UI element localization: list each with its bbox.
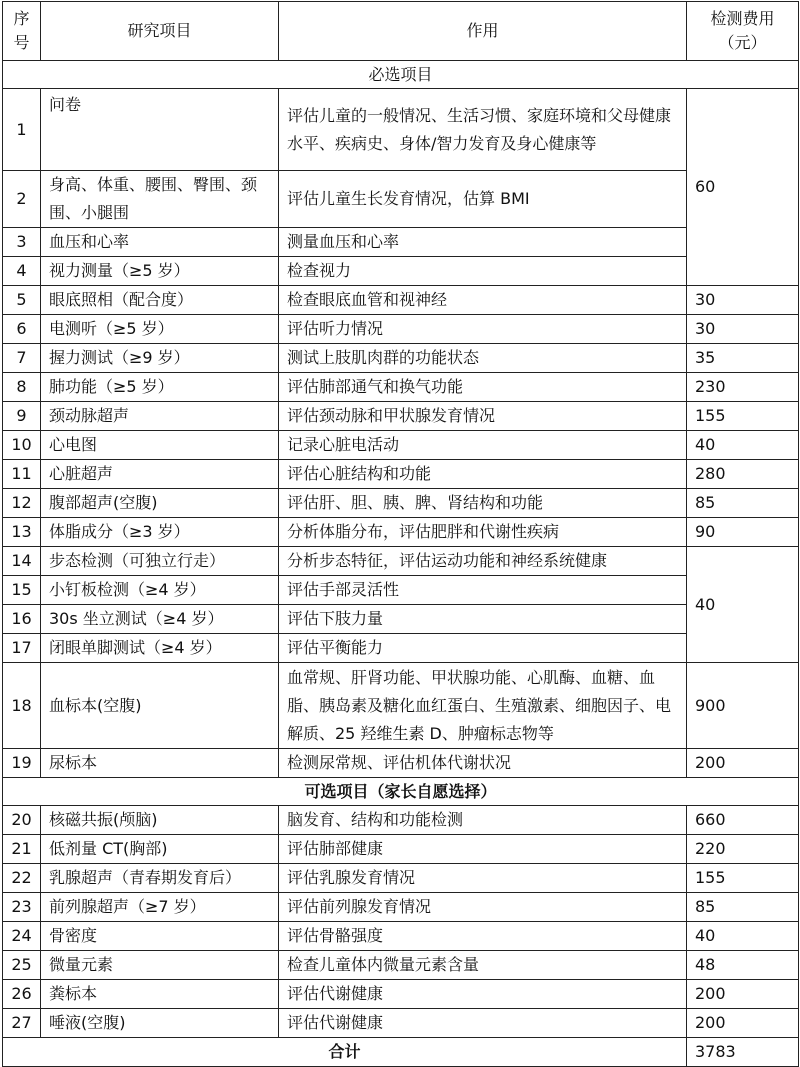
header-item: 研究项目	[41, 2, 279, 61]
required-section-row	[3, 61, 799, 89]
row-purpose: 分析体脂分布，评估肥胖和代谢性疾病	[279, 518, 687, 547]
row-purpose: 评估乳腺发育情况	[279, 864, 687, 893]
row-no: 11	[3, 460, 41, 489]
row-item: 骨密度	[41, 922, 279, 951]
row-no: 3	[3, 228, 41, 257]
row-item: 握力测试（≥9 岁）	[41, 344, 279, 373]
row-no: 1	[3, 89, 41, 171]
row-no: 16	[3, 605, 41, 634]
table-row	[3, 547, 799, 576]
table-row	[3, 489, 799, 518]
optional-section-row	[3, 778, 799, 806]
row-fee: 155	[687, 402, 799, 431]
row-purpose: 检测尿常规、评估机体代谢状况	[279, 749, 687, 778]
row-no: 6	[3, 315, 41, 344]
table-row	[3, 864, 799, 893]
row-purpose: 分析步态特征，评估运动功能和神经系统健康	[279, 547, 687, 576]
row-no: 23	[3, 893, 41, 922]
row-item: 心脏超声	[41, 460, 279, 489]
row-item: 步态检测（可独立行走）	[41, 547, 279, 576]
table-row	[3, 402, 799, 431]
row-fee: 280	[687, 460, 799, 489]
row-purpose: 评估前列腺发育情况	[279, 893, 687, 922]
table-row	[3, 749, 799, 778]
row-item: 肺功能（≥5 岁）	[41, 373, 279, 402]
table-row	[3, 980, 799, 1009]
row-fee: 48	[687, 951, 799, 980]
table-row	[3, 228, 799, 257]
row-purpose: 评估肺部健康	[279, 835, 687, 864]
row-no: 12	[3, 489, 41, 518]
row-no: 26	[3, 980, 41, 1009]
row-fee: 40	[687, 547, 799, 663]
table-row	[3, 257, 799, 286]
row-item: 身高、体重、腰围、臀围、颈围、小腿围	[41, 171, 279, 228]
required-section-label: 必选项目	[3, 61, 799, 89]
table-header-row	[3, 2, 799, 61]
row-item: 前列腺超声（≥7 岁）	[41, 893, 279, 922]
row-purpose: 评估颈动脉和甲状腺发育情况	[279, 402, 687, 431]
row-fee: 35	[687, 344, 799, 373]
row-item: 核磁共振(颅脑)	[41, 806, 279, 835]
row-purpose: 评估平衡能力	[279, 634, 687, 663]
row-no: 2	[3, 171, 41, 228]
table-row	[3, 286, 799, 315]
row-fee: 85	[687, 893, 799, 922]
table-row	[3, 518, 799, 547]
total-row	[3, 1038, 799, 1067]
row-no: 20	[3, 806, 41, 835]
table-row	[3, 1009, 799, 1038]
row-fee: 155	[687, 864, 799, 893]
row-item: 小钉板检测（≥4 岁）	[41, 576, 279, 605]
header-seq: 序号	[3, 2, 41, 61]
row-purpose: 评估代谢健康	[279, 980, 687, 1009]
table-row	[3, 605, 799, 634]
row-no: 8	[3, 373, 41, 402]
row-fee: 200	[687, 980, 799, 1009]
row-no: 22	[3, 864, 41, 893]
row-no: 5	[3, 286, 41, 315]
table-row	[3, 576, 799, 605]
row-purpose: 评估听力情况	[279, 315, 687, 344]
row-purpose: 测试上肢肌肉群的功能状态	[279, 344, 687, 373]
table-row	[3, 835, 799, 864]
row-item: 粪标本	[41, 980, 279, 1009]
row-item: 唾液(空腹)	[41, 1009, 279, 1038]
row-item: 腹部超声(空腹)	[41, 489, 279, 518]
table-row	[3, 171, 799, 228]
table-row	[3, 344, 799, 373]
row-purpose: 记录心脏电活动	[279, 431, 687, 460]
table-row	[3, 806, 799, 835]
row-item: 闭眼单脚测试（≥4 岁）	[41, 634, 279, 663]
row-no: 14	[3, 547, 41, 576]
exam-items-table	[2, 1, 799, 1067]
row-purpose: 检查儿童体内微量元素含量	[279, 951, 687, 980]
row-item: 视力测量（≥5 岁）	[41, 257, 279, 286]
row-purpose: 测量血压和心率	[279, 228, 687, 257]
row-item: 心电图	[41, 431, 279, 460]
row-item: 30s 坐立测试（≥4 岁）	[41, 605, 279, 634]
row-fee: 220	[687, 835, 799, 864]
table-row	[3, 663, 799, 749]
row-fee: 230	[687, 373, 799, 402]
table-row	[3, 922, 799, 951]
row-no: 13	[3, 518, 41, 547]
table-row	[3, 373, 799, 402]
row-purpose: 检查视力	[279, 257, 687, 286]
total-value: 3783	[687, 1038, 799, 1067]
row-item: 低剂量 CT(胸部)	[41, 835, 279, 864]
table-row	[3, 315, 799, 344]
row-fee: 900	[687, 663, 799, 749]
row-purpose: 评估手部灵活性	[279, 576, 687, 605]
row-item: 体脂成分（≥3 岁）	[41, 518, 279, 547]
row-no: 9	[3, 402, 41, 431]
row-purpose: 评估心脏结构和功能	[279, 460, 687, 489]
row-purpose: 评估肺部通气和换气功能	[279, 373, 687, 402]
row-purpose: 评估代谢健康	[279, 1009, 687, 1038]
table-row	[3, 893, 799, 922]
header-fee: 检测费用（元）	[687, 2, 799, 61]
row-no: 10	[3, 431, 41, 460]
row-no: 7	[3, 344, 41, 373]
table-row	[3, 634, 799, 663]
row-item: 电测听（≥5 岁）	[41, 315, 279, 344]
row-fee: 660	[687, 806, 799, 835]
row-no: 17	[3, 634, 41, 663]
row-purpose: 脑发育、结构和功能检测	[279, 806, 687, 835]
row-no: 27	[3, 1009, 41, 1038]
row-fee: 30	[687, 315, 799, 344]
row-item: 血标本(空腹)	[41, 663, 279, 749]
row-purpose: 评估肝、胆、胰、脾、肾结构和功能	[279, 489, 687, 518]
row-fee: 40	[687, 922, 799, 951]
row-purpose: 评估儿童的一般情况、生活习惯、家庭环境和父母健康水平、疾病史、身体/智力发育及身心健康等	[279, 89, 687, 171]
row-item: 乳腺超声（青春期发育后）	[41, 864, 279, 893]
row-fee: 40	[687, 431, 799, 460]
table-row	[3, 951, 799, 980]
row-item: 尿标本	[41, 749, 279, 778]
row-item: 问卷	[41, 89, 279, 171]
row-fee: 200	[687, 1009, 799, 1038]
row-no: 25	[3, 951, 41, 980]
row-fee: 200	[687, 749, 799, 778]
row-fee: 60	[687, 89, 799, 286]
header-purpose: 作用	[279, 2, 687, 61]
total-label: 合计	[3, 1038, 687, 1067]
row-no: 21	[3, 835, 41, 864]
row-no: 15	[3, 576, 41, 605]
row-item: 颈动脉超声	[41, 402, 279, 431]
table-row	[3, 89, 799, 171]
row-purpose: 评估儿童生长发育情况，估算 BMI	[279, 171, 687, 228]
row-item: 血压和心率	[41, 228, 279, 257]
table-row	[3, 431, 799, 460]
table-row	[3, 460, 799, 489]
row-no: 24	[3, 922, 41, 951]
row-fee: 85	[687, 489, 799, 518]
row-fee: 90	[687, 518, 799, 547]
optional-section-label: 可选项目（家长自愿选择）	[3, 778, 799, 806]
row-item: 微量元素	[41, 951, 279, 980]
row-fee: 30	[687, 286, 799, 315]
row-no: 4	[3, 257, 41, 286]
row-purpose: 评估下肢力量	[279, 605, 687, 634]
row-purpose: 血常规、肝肾功能、甲状腺功能、心肌酶、血糖、血脂、胰岛素及糖化血红蛋白、生殖激素、细胞因子、电解质、25 羟维生素 D、肿瘤标志物等	[279, 663, 687, 749]
row-no: 19	[3, 749, 41, 778]
row-purpose: 评估骨骼强度	[279, 922, 687, 951]
row-no: 18	[3, 663, 41, 749]
row-item: 眼底照相（配合度）	[41, 286, 279, 315]
row-purpose: 检查眼底血管和视神经	[279, 286, 687, 315]
